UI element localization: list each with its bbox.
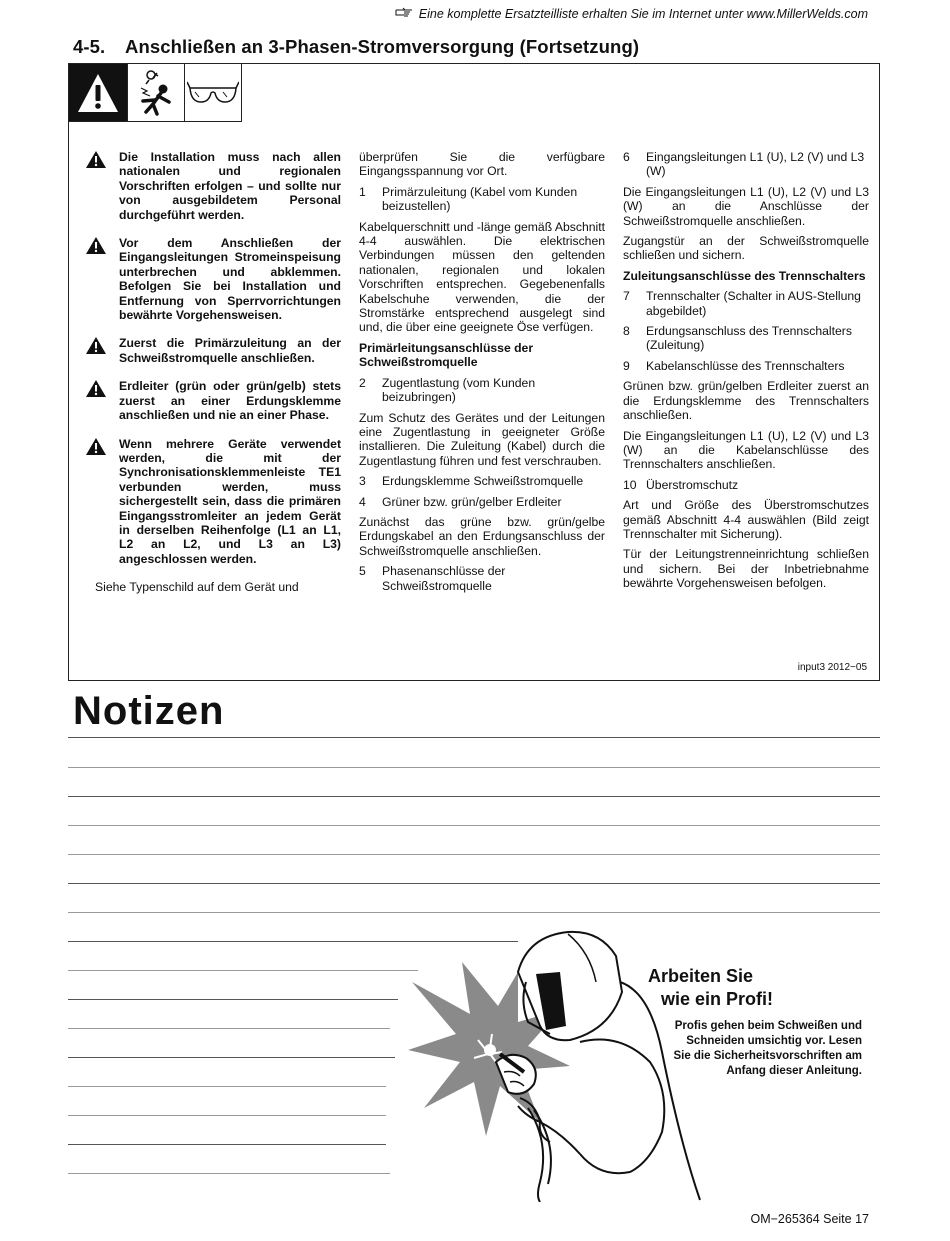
item-number: 5 — [359, 564, 366, 579]
warning-triangle-icon — [85, 336, 109, 356]
note-line — [68, 970, 418, 971]
header-note — [395, 6, 868, 21]
section-title-text: Anschließen an 3-Phasen-Stromversorgung (Fortsetzung) — [125, 36, 640, 57]
note-line — [68, 1028, 390, 1029]
numbered-item — [623, 324, 869, 353]
safety-icon-bar — [69, 64, 242, 122]
numbered-item — [623, 150, 869, 179]
box-code: input3 2012−05 — [797, 662, 867, 673]
warning-triangle-icon — [85, 150, 109, 170]
warning-item — [85, 336, 341, 365]
warnings-column — [85, 150, 341, 601]
item-number: 6 — [623, 150, 630, 164]
subheading: Primärleitungsanschlüsse der Schweißstromquelle — [359, 340, 534, 370]
note-line — [68, 999, 398, 1000]
numbered-item — [359, 376, 605, 405]
electric-shock-icon — [128, 64, 185, 122]
body-text: Zunächst das grüne bzw. grün/gelbe Erdungskabel an den Erdungsanschluss der Schweißstromquelle anschließen. — [359, 514, 605, 558]
profi-heading-line2: wie ein Profi! — [661, 989, 774, 1009]
warning-item — [85, 437, 341, 567]
body-text: Tür der Leitungstrenneinrichtung schließen und sichern. Bei der Inbetriebnahme bewährte Vorgehensweisen befolgen. — [623, 547, 869, 591]
note-line — [68, 767, 880, 768]
instructions-column-3 — [623, 150, 869, 597]
numbered-item — [359, 185, 605, 214]
body-text: Zum Schutz des Gerätes und der Leitungen eine Zugentlastung in geeigneter Größe installieren. Die Zuleitung (Kabel) durch die Zugentlastung führen und fest verschrauben. — [359, 410, 605, 468]
item-number: 9 — [623, 358, 630, 373]
body-text: überprüfen Sie die verfügbare Eingangsspannung vor Ort. — [359, 150, 605, 179]
numbered-item — [623, 289, 869, 318]
item-number: 10 — [623, 477, 637, 492]
note-line — [68, 796, 880, 797]
item-text: Trennschalter (Schalter in AUS-Stellung abgebildet) — [646, 289, 861, 318]
pointing-hand-icon — [395, 6, 413, 21]
item-text: Überstromschutz — [646, 477, 739, 492]
warning-triangle-icon — [85, 379, 109, 399]
note-line — [68, 1144, 386, 1145]
header-note-text: Eine komplette Ersatzteilliste erhalten Sie im Internet unter www.MillerWelds.com — [418, 6, 868, 21]
warning-text: Die Installation muss nach allen nationalen und regionalen Vorschriften erfolgen – und sollte nur von ausgebildetem Personal durchgeführt werden. — [119, 150, 341, 222]
item-text: Primärzuleitung (Kabel vom Kunden beizustellen) — [382, 184, 578, 214]
notes-title: Notizen — [73, 689, 225, 733]
warning-item — [85, 379, 341, 422]
item-text: Phasenanschlüsse der Schweißstromquelle — [382, 564, 506, 593]
item-number: 7 — [623, 289, 630, 304]
profi-body: Profis gehen beim Schweißen und Schneiden umsichtig vor. Lesen Sie die Sicherheitsvorschriften am Anfang dieser Anleitung. — [673, 1020, 862, 1077]
item-text: Zugentlastung (vom Kunden beizubringen) — [382, 375, 536, 405]
note-line — [68, 1057, 395, 1058]
warning-triangle-icon — [85, 236, 109, 256]
body-text: Die Eingangsleitungen L1 (U), L2 (V) und L3 (W) an die Anschlüsse der Schweißstromquelle anschließen. — [623, 184, 869, 228]
numbered-item — [359, 474, 605, 488]
instructions-column-2 — [359, 150, 605, 599]
body-text: Siehe Typenschild auf dem Gerät und — [95, 580, 299, 595]
profi-heading-line1: Arbeiten Sie — [648, 966, 754, 986]
item-number: 3 — [359, 474, 366, 489]
warning-item — [85, 150, 341, 222]
note-line — [68, 1173, 390, 1174]
warning-item — [85, 236, 341, 322]
subheading: Zuleitungsanschlüsse des Trennschalters — [623, 268, 866, 283]
page-number: OM−265364 Seite 17 — [750, 1212, 869, 1226]
section-title — [73, 36, 639, 58]
item-text: Erdungsklemme Schweißstromquelle — [382, 474, 584, 489]
warning-exclamation-icon — [69, 64, 128, 122]
safety-glasses-icon — [185, 64, 242, 122]
note-line — [68, 854, 880, 855]
item-text: Kabelanschlüsse des Trennschalters — [646, 358, 845, 373]
item-text: Eingangsleitungen L1 (U), L2 (V) und L3 (W) — [646, 150, 865, 179]
numbered-item — [623, 478, 869, 492]
warning-text: Vor dem Anschließen der Eingangsleitungen Stromeinspeisung unterbrechen und abklemmen. Befolgen Sie bei Installation und Entfernung von Sperrvorrichtungen bewährte Vorgehensweisen. — [119, 236, 341, 323]
item-number: 8 — [623, 324, 630, 339]
note-line — [68, 1115, 386, 1116]
body-text: Die Eingangsleitungen L1 (U), L2 (V) und L3 (W) an die Kabelanschlüsse des Trennschalters anschließen. — [623, 428, 869, 472]
note-line — [68, 883, 880, 884]
body-text: Grünen bzw. grün/gelben Erdleiter zuerst an die Erdungsklemme des Trennschalters anschließen. — [623, 379, 869, 423]
note-line — [68, 1086, 386, 1087]
note-line — [68, 825, 880, 826]
item-text: Grüner bzw. grün/gelber Erdleiter — [382, 494, 562, 509]
item-text: Erdungsanschluss des Trennschalters (Zuleitung) — [646, 324, 852, 353]
item-number: 1 — [359, 184, 366, 199]
warning-triangle-icon — [85, 437, 109, 457]
item-number: 2 — [359, 375, 366, 390]
warning-text: Zuerst die Primärzuleitung an der Schweißstromquelle anschließen. — [119, 336, 341, 365]
numbered-item — [359, 564, 605, 593]
item-number: 4 — [359, 494, 366, 509]
warning-text: Erdleiter (grün oder grün/gelb) stets zuerst an einer Erdungsklemme anschließen und nie an einer Phase. — [119, 379, 341, 423]
warning-text: Wenn mehrere Geräte verwendet werden, die mit der Synchronisationsklemmenleiste TE1 verbunden werden, muss sichergestellt sein, dass die primären Eingangsstromleiter an jedem Gerät in derselben Reihenfolge (L1 an L1, L2 an L2, und L3 an L3) angeschlossen werden. — [119, 436, 341, 566]
section-number: 4-5. — [73, 36, 106, 57]
body-text: Kabelquerschnitt und -länge gemäß Abschnitt 4-4 auswählen. Die elektrischen Verbindungen müssen den geltenden nationalen, regionalen und lokalen Vorschriften entsprechen. Gegebenenfalls Kabelschuhe verwenden, die der Stromstärke entsprechend ausgelegt sind und, die über eine geeignete Öse verfügen. — [359, 219, 605, 335]
instruction-box — [68, 63, 880, 681]
numbered-item — [359, 495, 605, 509]
numbered-item — [623, 359, 869, 373]
note-line — [68, 912, 880, 913]
body-text: Zugangstür an der Schweißstromquelle schließen und sichern. — [623, 234, 869, 263]
body-text: Art und Größe des Überstromschutzes gemäß Abschnitt 4-4 auswählen (Bild zeigt Trennschalter mit Sicherung). — [623, 498, 869, 541]
note-line — [68, 737, 880, 738]
